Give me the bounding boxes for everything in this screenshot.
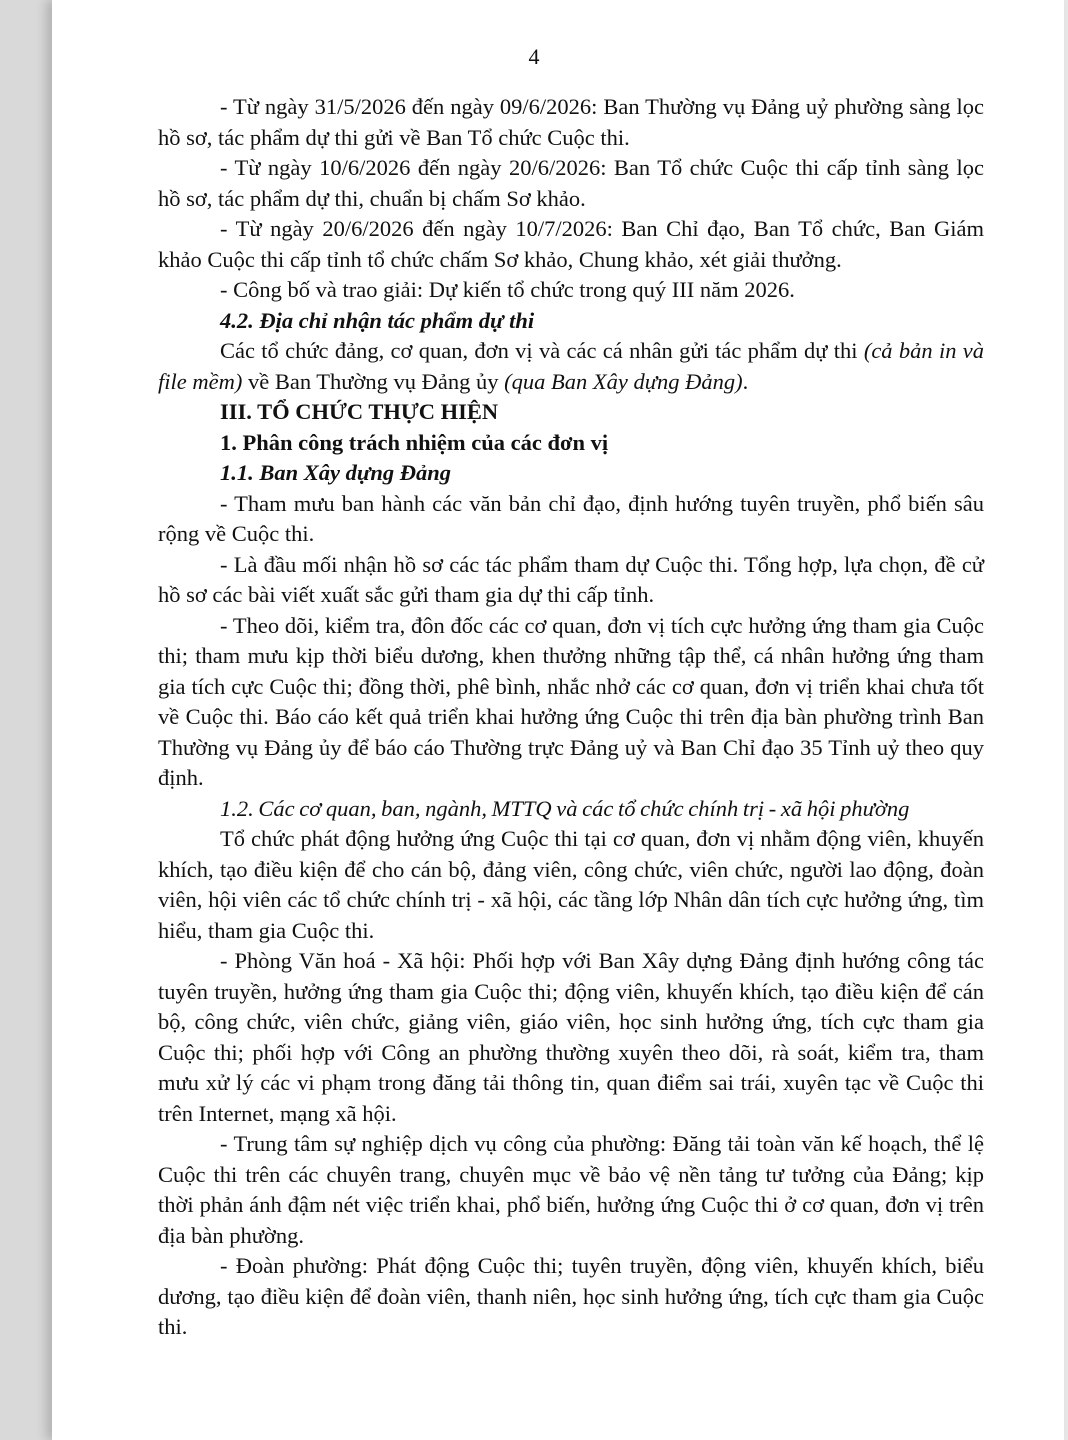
- section-1-heading: 1. Phân công trách nhiệm của các đơn vị: [220, 429, 609, 455]
- text-run: Các tổ chức đảng, cơ quan, đơn vị và các cá nhân gửi tác phẩm dự thi: [220, 338, 864, 363]
- section-1-2-item: - Trung tâm sự nghiệp dịch vụ công của phường: Đăng tải toàn văn kế hoạch, thể lệ Cuộc thi trên các chuyên trang, chuyên mục về bảo vệ nền tảng tư tưởng của Đảng; kịp thời phản ánh đậm nét việc triển khai, phổ biến, hưởng ứng Cuộc thi ở cơ quan, đơn vị trên địa bàn phường.: [158, 1131, 984, 1248]
- section-III-heading: III. TỔ CHỨC THỰC HIỆN: [220, 399, 499, 424]
- schedule-item: - Công bố và trao giải: Dự kiến tổ chức trong quý III năm 2026.: [220, 277, 795, 302]
- section-1-1-item: - Tham mưu ban hành các văn bản chỉ đạo, định hướng tuyên truyền, phổ biến sâu rộng về Cuộc thi.: [158, 490, 984, 546]
- section-1-2-item: - Phòng Văn hoá - Xã hội: Phối hợp với Ban Xây dựng Đảng định hướng công tác tuyên truyền, hưởng ứng tham gia Cuộc thi; động viên, khuyến khích, tạo điều kiện để cán bộ, công chức, viên chức, giảng viên, giáo viên, học sinh hưởng ứng, tích cực tham gia Cuộc thi; phối hợp với Công an phường thường xuyên theo dõi, rà soát, kiểm tra, tham mưu xử lý các vi phạm trong đăng tải thông tin, quan điểm sai trái, xuyên tạc về Cuộc thi trên Internet, mạng xã hội.: [158, 948, 984, 1126]
- text-run: .: [742, 368, 749, 394]
- schedule-item: - Từ ngày 31/5/2026 đến ngày 09/6/2026: Ban Thường vụ Đảng uỷ phường sàng lọc hồ sơ, tác phẩm dự thi gửi về Ban Tổ chức Cuộc thi.: [158, 94, 984, 150]
- section-4-2-heading: 4.2. Địa chỉ nhận tác phẩm dự thi: [220, 307, 535, 333]
- section-1-2-item: Tổ chức phát động hưởng ứng Cuộc thi tại cơ quan, đơn vị nhằm động viên, khuyến khích, tạo điều kiện để cho cán bộ, đảng viên, công chức, viên chức, người lao động, đoàn viên, hội viên các tổ chức chính trị - xã hội, các tầng lớp Nhân dân tích cực hưởng ứng, tìm hiểu, tham gia Cuộc thi.: [158, 826, 984, 943]
- schedule-item: - Từ ngày 10/6/2026 đến ngày 20/6/2026: Ban Tổ chức Cuộc thi cấp tỉnh sàng lọc hồ sơ, tác phẩm dự thi, chuẩn bị chấm Sơ khảo.: [158, 155, 984, 211]
- italic-note: (cả bản in và file mềm): [158, 338, 984, 394]
- page-number: 4: [528, 44, 540, 69]
- text-run: về Ban Thường vụ Đảng ủy: [242, 368, 505, 394]
- section-1-1-item: - Là đầu mối nhận hồ sơ các tác phẩm tham dự Cuộc thi. Tổng hợp, lựa chọn, đề cử hồ sơ các bài viết xuất sắc gửi tham gia dự thi cấp tỉnh.: [158, 551, 984, 607]
- section-1-1-heading: 1.1. Ban Xây dựng Đảng: [220, 460, 452, 485]
- italic-note: (qua Ban Xây dựng Đảng): [504, 368, 743, 394]
- document-body: [158, 92, 984, 1343]
- schedule-item: - Từ ngày 20/6/2026 đến ngày 10/7/2026: Ban Chỉ đạo, Ban Tổ chức, Ban Giám khảo Cuộc thi cấp tỉnh tổ chức chấm Sơ khảo, Chung khảo, xét giải thưởng.: [158, 216, 984, 272]
- background-strip: [0, 0, 52, 1440]
- section-1-2-heading: 1.2. Các cơ quan, ban, ngành, MTTQ và các tổ chức chính trị - xã hội phường: [220, 795, 910, 821]
- section-1-1-item: - Theo dõi, kiểm tra, đôn đốc các cơ quan, đơn vị tích cực hưởng ứng tham gia Cuộc thi; tham mưu kịp thời biểu dương, khen thưởng những tập thể, cá nhân hưởng ứng tham gia tích cực Cuộc thi; đồng thời, phê bình, nhắc nhở các cơ quan, đơn vị triển khai chưa tốt về Cuộc thi. Báo cáo kết quả triển khai hưởng ứng Cuộc thi trên địa bàn phường trình Ban Thường vụ Đảng ủy để báo cáo Thường trực Đảng uỷ và Ban Chỉ đạo 35 Tỉnh uỷ theo quy định.: [158, 612, 984, 790]
- section-4-2-paragraph: [158, 336, 984, 397]
- section-1-2-item: - Đoàn phường: Phát động Cuộc thi; tuyên truyền, động viên, khuyến khích, biểu dương, tạo điều kiện để đoàn viên, thanh niên, học sinh hưởng ứng, tích cực tham gia Cuộc thi.: [158, 1253, 984, 1339]
